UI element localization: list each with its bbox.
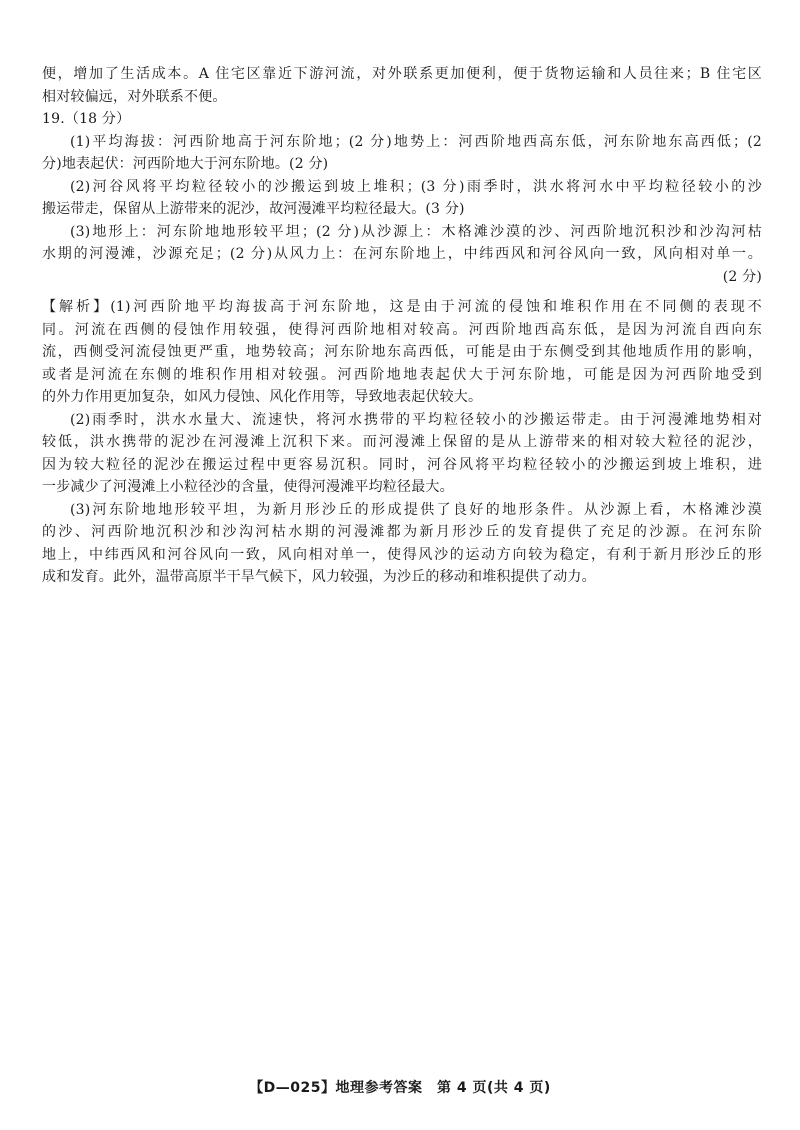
analysis-line: (3)河东阶地地形较平坦，为新月形沙丘的形成提供了良好的地形条件。从沙源上看，木格滩沙漠: [70, 501, 762, 518]
page-footer: 【D—025】地理参考答案 第 4 页(共 4 页): [249, 1080, 551, 1096]
part-1-line: 分)地表起伏：河西阶地大于河东阶地。(2 分): [42, 156, 329, 172]
part-3-score: (2 分): [722, 268, 762, 285]
analysis-line: [42, 296, 762, 319]
analysis-line: 地上，中纬西风和河谷风向一致，风向相对单一，使得风沙的运动方向较为稳定，有利于新月形沙丘的形: [42, 546, 762, 563]
analysis-line: (2)雨季时，洪水水量大、流速快，将河水携带的平均粒径较小的沙搬运带走。由于河漫滩地势相对: [70, 411, 762, 428]
answer-18-tail: [42, 63, 762, 108]
analysis-line: 流，西侧受河流侵蚀更严重，地势较高；河东阶地东高西低，可能是由于东侧受到其他地质作用的影响，: [42, 344, 762, 360]
part-3-line: 水期的河漫滩，沙源充足；(2 分)从风力上：在河东阶地上，中纬西风和河谷风向一致，风向相对单一。: [42, 246, 762, 262]
part-2-line: 搬运带走，保留从上游带来的泥沙，故河漫滩平均粒径最大。(3 分): [42, 201, 465, 217]
analysis-section: [42, 296, 762, 589]
part-2-line: (2)河谷风将平均粒径较小的沙搬运到坡上堆积；(3 分)雨季时，洪水将河水中平均粒径较小的沙: [70, 178, 762, 195]
question-19-header: 19.（18 分）: [42, 111, 131, 127]
analysis-line: 的沙、河西阶地沉积沙和沙沟河枯水期的河漫滩都为新月形沙丘的发育提供了充足的沙源。在河东阶: [42, 524, 762, 540]
analysis-line: 较低，洪水携带的泥沙在河漫滩上沉积下来。而河漫滩上保留的是从上游带来的相对较大粒径的泥沙，: [42, 434, 762, 450]
analysis-line: 或者是河流在东侧的堆积作用相对较强。河西阶地地表起伏大于河东阶地，可能是因为河西阶地受到: [42, 366, 762, 383]
part-3-line: (3)地形上：河东阶地地形较平坦；(2 分)从沙源上：木格滩沙漠的沙、河西阶地沉积沙和沙沟河枯: [70, 223, 762, 240]
analysis-text: (1)河西阶地平均海拔高于河东阶地，这是由于河流的侵蚀和堆积作用在不同侧的表现不: [110, 299, 762, 315]
question-19-answer: [42, 108, 762, 288]
text-line: 相对较偏远，对外联系不便。: [42, 88, 227, 105]
analysis-line: 成和发育。此外，温带高原半干旱气候下，风力较强，为沙丘的移动和堆积提供了动力。: [42, 569, 596, 585]
part-1-line: (1)平均海拔：河西阶地高于河东阶地；(2 分)地势上：河西阶地西高东低，河东阶地东高西低；(2: [70, 133, 762, 150]
analysis-label: 【解析】: [42, 299, 111, 315]
analysis-line: 一步减少了河漫滩上小粒径沙的含量，使得河漫滩平均粒径最大。: [42, 479, 454, 495]
answer-page: [42, 63, 762, 589]
analysis-line: 的外力作用更加复杂，如风力侵蚀、风化作用等，导致地表起伏较大。: [42, 389, 483, 405]
text-line: 便，增加了生活成本。A 住宅区靠近下游河流，对外联系更加便利，便于货物运输和人员往来；B 住宅区: [42, 66, 762, 82]
analysis-line: 同。河流在西侧的侵蚀作用较强，使得河西阶地相对较高。河西阶地西高东低，是因为河流自西向东: [42, 321, 762, 338]
analysis-line: 因为较大粒径的泥沙在搬运过程中更容易沉积。同时，河谷风将平均粒径较小的沙搬运到坡上堆积，进: [42, 456, 762, 473]
